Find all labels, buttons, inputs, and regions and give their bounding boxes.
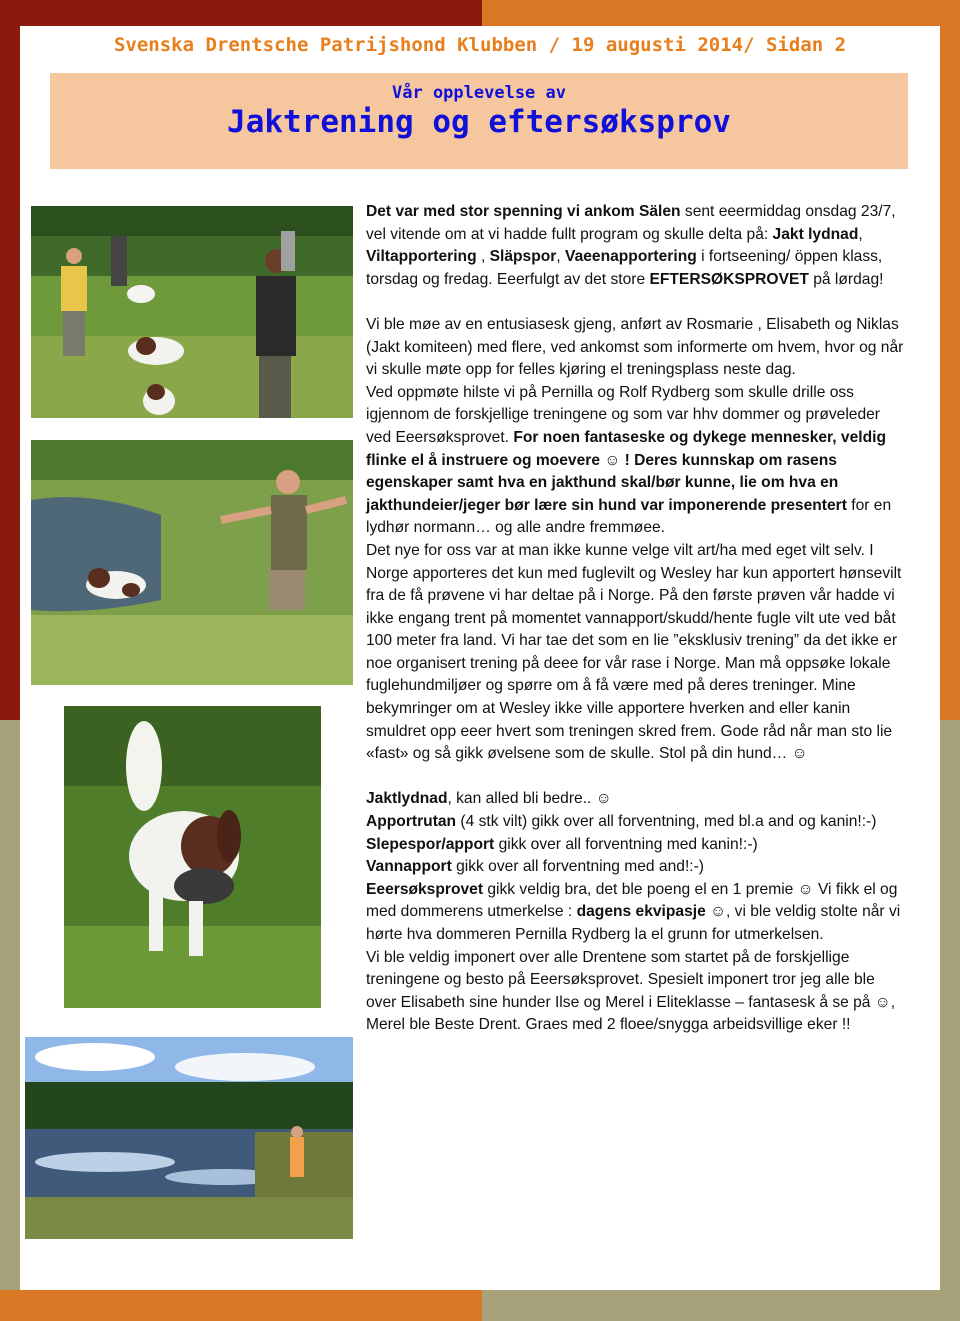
article-subtitle: Vår opplevelse av bbox=[392, 83, 566, 103]
bold-text-run: Släpspor bbox=[489, 248, 557, 266]
text-run: Ved oppmøte hilste vi på Pernilla og Rolf Rydberg som skulle drille oss igjennom de forskjellige treningene og som var hhv dommer og prøveleder ved Eeersøksprovet. bbox=[366, 383, 880, 446]
photo-lake-landscape bbox=[25, 1037, 353, 1239]
photo-training-field bbox=[31, 206, 353, 418]
frame-top-right bbox=[482, 0, 960, 26]
text-run: gikk veldig bra, det ble poeng el en 1 premie ☺ Vi fikk el og med dommerens utmerkelse : bbox=[366, 880, 898, 921]
text-run: på lørdag! bbox=[808, 270, 884, 288]
forest-lake-with-people-icon bbox=[25, 1037, 353, 1239]
bold-text-run: Jaktlydnad bbox=[366, 790, 448, 808]
text-run: (4 stk vilt) gikk over all forventning, med bl.a and og kanin!:-) bbox=[456, 813, 877, 831]
bold-text-run: For noen fantaseske og dykege mennesker, veldig flinke el å instruere og moevere ☺ ! Deres kunnskap om rasens egenskaper samt hva en jakthund skal/bør kunne, lie om hva en jakthundeier/jeger bør lære sin hund var imponerende presentert bbox=[366, 428, 886, 514]
article-body bbox=[366, 201, 906, 1037]
paragraph-welcome bbox=[366, 314, 906, 382]
bold-text-run: Viltapportering bbox=[366, 248, 477, 266]
text-run: Vi ble veldig imponert over alle Drentene som startet på de forskjellige treningene og besto på Eeersøksprovet. Spesielt imponert tror jeg alle ble over Elisabeth sine hunder Ilse og Merel i Eliteklasse – fantasesk å se på ☺, Merel ble Beste Drent. Graes med 2 floee/snygga arbeidsvillige eker !! bbox=[366, 948, 896, 1034]
bold-text-run: Slepespor/apport bbox=[366, 835, 495, 853]
title-box bbox=[50, 73, 908, 169]
photo-dog-with-bird bbox=[64, 706, 321, 1008]
frame-right-bottom bbox=[940, 720, 960, 1321]
paragraph-closing bbox=[366, 947, 906, 1037]
frame-left-top bbox=[0, 0, 20, 720]
frame-top-left bbox=[0, 0, 482, 26]
text-run: sent eeermiddag onsdag 23/7, vel vitende om at vi hadde fullt program og skulle delta på: bbox=[366, 203, 896, 243]
paragraph-gap bbox=[366, 766, 906, 789]
text-run: for en lydhør normann… og alle andre fremmøee. bbox=[366, 496, 892, 537]
frame-bottom-right bbox=[482, 1290, 960, 1321]
dog-by-lake-with-handler-icon bbox=[31, 440, 353, 685]
text-run: gikk over all forventning med and!:-) bbox=[451, 858, 704, 876]
text-run: i fortseening/ öppen klass, torsdag og fredag. Eeerfulgt av det store bbox=[366, 248, 883, 288]
result-slepespor bbox=[366, 834, 906, 857]
bold-text-run: Apportrutan bbox=[366, 813, 457, 831]
text-run: , kan alled bli bedre.. ☺ bbox=[447, 790, 612, 808]
paragraph-intro bbox=[366, 201, 906, 291]
frame-bottom-left bbox=[0, 1290, 482, 1321]
paragraph-trainers bbox=[366, 382, 906, 540]
bold-text-run: Vannapport bbox=[366, 858, 452, 876]
dogs-and-handlers-in-meadow-icon bbox=[31, 206, 353, 418]
bold-text-run: Jakt lydnad bbox=[772, 225, 859, 243]
bold-text-run: Vaeenapportering bbox=[565, 248, 697, 266]
text-run: , bbox=[556, 248, 566, 266]
text-run: , bbox=[858, 225, 863, 243]
newsletter-header: Svenska Drentsche Patrijshond Klubben / 19 augusti 2014/ Sidan 2 bbox=[113, 34, 847, 56]
result-jaktlydnad bbox=[366, 788, 906, 811]
paragraph-experience bbox=[366, 540, 906, 766]
text-run: ☺, vi ble veldig stolte når vi hørte hva dommeren Pernilla Rydberg la el grunn for utmerkelsen. bbox=[366, 903, 901, 943]
bold-text-run: dagens ekvipasje bbox=[576, 903, 706, 921]
bold-text-run: Det var med stor spenning vi ankom Sälen bbox=[366, 203, 681, 220]
photo-lake-retrieve bbox=[31, 440, 353, 685]
bold-text-run: EFTERSØKSPROVET bbox=[649, 270, 809, 288]
text-run: Vi ble møe av en entusiasesk gjeng, anført av Rosmarie , Elisabeth og Niklas (Jakt komiteen) med flere, ved ankomst som informerte om hvem, hvor og når vi skulle møte opp for felles kjøring el treningsplass neste dag. bbox=[366, 315, 904, 379]
result-eftersoksprovet bbox=[366, 879, 906, 947]
result-apportrutan bbox=[366, 811, 906, 834]
paragraph-gap bbox=[366, 291, 906, 314]
text-run: , bbox=[476, 248, 490, 266]
frame-right-top bbox=[940, 0, 960, 720]
bold-text-run: Eeersøksprovet bbox=[366, 880, 484, 898]
text-run: Det nye for oss var at man ikke kunne velge vilt art/ha med eget vilt selv. I Norge apporteres det kun med fuglevilt og Wesley har kun apportert hønsevilt fra de få prøvene vi har deltae på i Norge. På den første prøven vår hadde vi ikke engang trent på momentet vannapport/skudd/hente fugle vilt ute ved båt 100 meter fra land. Vi har tae det som en lie ”eksklusiv trening” da det ikke er noe organisert trening på deee for vår rase i Norge. Man må oppsøke lokale fuglehundmiljøer og spørre om å få være med på deres treninger. Mine bekymringer om at Wesley ikke ville apportere hverken and eller kanin smuldret opp eeer hvert som treningen skred frem. Gode råd når man sto lie «fast» og så gikk øvelsene som de skulle. Stol på din hund… ☺ bbox=[366, 541, 902, 763]
text-run: gikk over all forventning med kanin!:-) bbox=[494, 835, 758, 853]
result-vannapport bbox=[366, 856, 906, 879]
frame-left-bottom bbox=[0, 720, 20, 1321]
dog-carrying-bird-icon bbox=[64, 706, 321, 1008]
article-title: Jaktrening og eftersøksprov bbox=[227, 104, 731, 140]
